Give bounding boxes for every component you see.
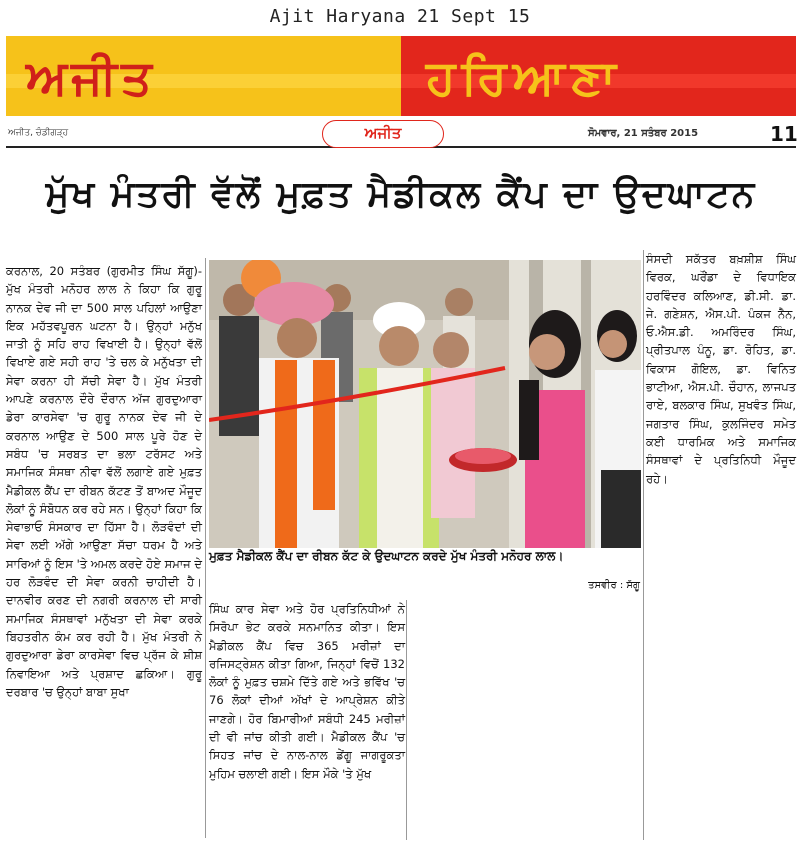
page-number: 11	[770, 122, 798, 146]
column-divider	[643, 250, 644, 840]
column-divider	[205, 258, 206, 838]
newspaper-masthead	[6, 36, 796, 122]
dateline-logo: ਅਜੀਤ	[322, 120, 444, 148]
photo-illustration	[209, 260, 641, 548]
dateline-city: ਅਜੀਤ, ਚੰਡੀਗੜ੍ਹ	[8, 128, 69, 138]
masthead-title-haryana: ਹਰਿਆਣਾ	[426, 50, 622, 106]
article-column-left: ਕਰਨਾਲ, 20 ਸਤੰਬਰ (ਗੁਰਮੀਤ ਸਿੰਘ ਸੱਗੂ)- ਮੁੱਖ ਮੰਤਰੀ ਮਨੋਹਰ ਲਾਲ ਨੇ ਕਿਹਾ ਕਿ ਗੁਰੂ ਨਾਨਕ ਦੇਵ ਜੀ ਦਾ 500 ਸਾਲ ਪਹਿਲਾਂ ਆਉਣਾ ਇਕ ਮਹੱਤਵਪੂਰਨ ਘਟਨਾ ਹੈ। ਉਨ੍ਹਾਂ ਮਨੁੱਖ ਜਾਤੀ ਨੂੰ ਸਹਿ ਰਾਹ ਵਿਖਾਈ ਹੈ। ਉਨ੍ਹਾਂ ਵੱਲੋਂ ਵਿਖਾਏ ਗਏ ਸਹੀ ਰਾਹ 'ਤੇ ਚਲ ਕੇ ਮਨੁੱਖਤਾ ਦੀ ਸੇਵਾ ਕਰਨਾ ਹੀ ਸੱਚੀ ਸੇਵਾ ਹੈ। ਮੁੱਖ ਮੰਤਰੀ ਆਪਣੇ ਕਰਨਾਲ ਦੌਰੇ ਦੌਰਾਨ ਅੱਜ ਗੁਰਦੁਆਰਾ ਡੇਰਾ ਕਾਰਸੇਵਾ 'ਚ ਗੁਰੂ ਨਾਨਕ ਦੇਵ ਜੀ ਦੇ ਕਰਨਾਲ ਆਉਣ ਦੇ 500 ਸਾਲ ਪੂਰੇ ਹੋਣ ਦੇ ਸਬੰਧ 'ਚ ਸਰਬਤ ਦਾ ਭਲਾ ਟਰੱਸਟ ਅਤੇ ਸਮਾਜਿਕ ਸੰਸਥਾ ਨੀਵਾ ਵੱਲੋਂ ਲਗਾਏ ਗਏ ਮੁਫ਼ਤ ਮੈਡੀਕਲ ਕੈਂਪ ਦਾ ਰੀਬਨ ਕੱਟਣ ਤੋਂ ਬਾਅਦ ਮੌਜੂਦ ਲੋਕਾਂ ਨੂੰ ਸੰਬੋਧਨ ਕਰ ਰਹੇ ਸਨ। ਉਨ੍ਹਾਂ ਕਿਹਾ ਕਿ ਸੇਵਾਭਾਓ ਸੰਸਕਾਰ ਦਾ ਹਿੱਸਾ ਹੈ। ਲੋੜਵੰਦਾਂ ਦੀ ਸੇਵਾ ਲਈ ਅੱਗੇ ਆਉਣਾ ਸੱਚਾ ਧਰਮ ਹੈ ਅਤੇ ਸਾਰਿਆਂ ਨੂੰ ਇਸ 'ਤੇ ਅਮਲ ਕਰਦੇ ਹੋਏ ਸਮਾਜ ਦੇ ਹਰ ਲੋੜਵੰਦ ਦੀ ਸੇਵਾ ਕਰਨੀ ਚਾਹੀਦੀ ਹੈ। ਦਾਨਵੀਰ ਕਰਣ ਦੀ ਨਗਰੀ ਕਰਨਾਲ ਦੀ ਸਾਰੀ ਸਮਾਜਿਕ ਸੰਸਥਾਵਾਂ ਮਨੁੱਖਤਾ ਦੀ ਸੇਵਾ ਕਰਕੇ ਬਿਹਤਰੀਨ ਕੰਮ ਕਰ ਰਹੀ ਹੈ। ਮੁੱਖ ਮੰਤਰੀ ਨੇ ਗੁਰਦੁਆਰਾ ਡੇਰਾ ਕਾਰਸੇਵਾ ਵਿਚ ਪ੍ਰੱਜ ਕੇ ਸ਼ੀਸ਼ ਨਿਵਾਇਆ ਅਤੇ ਪ੍ਰਸ਼ਾਦ ਛਕਿਆ। ਗੁਰੂ ਦਰਬਾਰ 'ਚ ਉਨ੍ਹਾਂ ਬਾਬਾ ਸੁਖਾ	[6, 264, 202, 699]
article-photo	[209, 260, 641, 548]
column-divider	[406, 600, 407, 840]
photo-caption: ਮੁਫ਼ਤ ਮੈਡੀਕਲ ਕੈਂਪ ਦਾ ਰੀਬਨ ਕੱਟ ਕੇ ਉਦਘਾਟਨ ਕਰਦੇ ਮੁੱਖ ਮੰਤਰੀ ਮਨੋਹਰ ਲਾਲ।	[209, 549, 564, 563]
article-headline: ਮੁੱਖ ਮੰਤਰੀ ਵੱਲੋਂ ਮੁਫ਼ਤ ਮੈਡੀਕਲ ਕੈਂਪ ਦਾ ਉਦਘਾਟਨ	[45, 174, 757, 215]
article-column-right: ਸੰਸਦੀ ਸਕੱਤਰ ਬਖ਼ਸ਼ੀਸ਼ ਸਿੰਘ ਵਿਰਕ, ਘਰੌਂਡਾ ਦੇ ਵਿਧਾਇਕ ਹਰਵਿੰਦਰ ਕਲਿਆਣ, ਡੀ.ਸੀ. ਡਾ. ਜੇ. ਗਣੇਸ਼ਨ, ਐਸ.ਪੀ. ਪੰਕਜ ਨੈਨ, ਓ.ਐਸ.ਡੀ. ਅਮਰਿੰਦਰ ਸਿੰਘ, ਪ੍ਰੀਤਪਾਲ ਪੰਨੂ, ਡਾ. ਰੋਹਿਤ, ਡਾ. ਵਿਕਾਸ ਗੋਇਲ, ਡਾ. ਵਿਨਿਤ ਭਾਟੀਆ, ਐਸ.ਪੀ. ਚੌਹਾਨ, ਲਾਜਪਤ ਰਾਏ, ਬਲਕਾਰ ਸਿੰਘ, ਸੁਖਵੰਤ ਸਿੰਘ, ਜਗਤਾਰ ਸਿੰਘ, ਕੁਲਜਿੰਦਰ ਸਮੇਤ ਕਈ ਧਾਰਮਿਕ ਅਤੇ ਸਮਾਜਿਕ ਸੰਸਥਾਵਾਂ ਦੇ ਪ੍ਰਤਿਨਿਧੀ ਮੌਜੂਦ ਰਹੇ।	[646, 252, 796, 486]
clip-label: Ajit Haryana 21 Sept 15	[269, 6, 531, 27]
article-column-middle: ਸਿੰਘ ਕਾਰ ਸੇਵਾ ਅਤੇ ਹੋਰ ਪ੍ਰਤਿਨਿਧੀਆਂ ਨੇ ਸਿਰੋਪਾ ਭੇਟ ਕਰਕੇ ਸਨਮਾਨਿਤ ਕੀਤਾ। ਇਸ ਮੈਡੀਕਲ ਕੈਂਪ ਵਿਚ 365 ਮਰੀਜ਼ਾਂ ਦਾ ਰਜਿਸਟ੍ਰੇਸ਼ਨ ਕੀਤਾ ਗਿਆ, ਜਿਨ੍ਹਾਂ ਵਿਚੋਂ 132 ਲੋਕਾਂ ਨੂੰ ਮੁਫ਼ਤ ਚਸ਼ਮੇ ਦਿੱਤੇ ਗਏ ਅਤੇ ਭਵਿੱਖ 'ਚ 76 ਲੋਕਾਂ ਦੀਆਂ ਅੱਖਾਂ ਦੇ ਆਪ੍ਰੇਸ਼ਨ ਕੀਤੇ ਜਾਣਗੇ। ਹੋਰ ਬਿਮਾਰੀਆਂ ਸਬੰਧੀ 245 ਮਰੀਜ਼ਾਂ ਦੀ ਵੀ ਜਾਂਚ ਕੀਤੀ ਗਈ। ਮੈਡੀਕਲ ਕੈਂਪ 'ਚ ਸਿਹਤ ਜਾਂਚ ਦੇ ਨਾਲ-ਨਾਲ ਡੇਂਗੂ ਜਾਗਰੂਕਤਾ ਮੁਹਿਮ ਚਲਾਈ ਗਈ। ਇਸ ਮੌਕੇ 'ਤੇ ਮੁੱਖ	[209, 602, 405, 781]
masthead-title-ajit: ਅਜੀਤ	[26, 50, 156, 106]
dateline-date: ਸੋਮਵਾਰ, 21 ਸਤੰਬਰ 2015	[588, 128, 699, 139]
photo-credit: ਤਸਵੀਰ : ਸੱਗੂ	[588, 580, 640, 591]
dateline-bar	[6, 122, 796, 148]
